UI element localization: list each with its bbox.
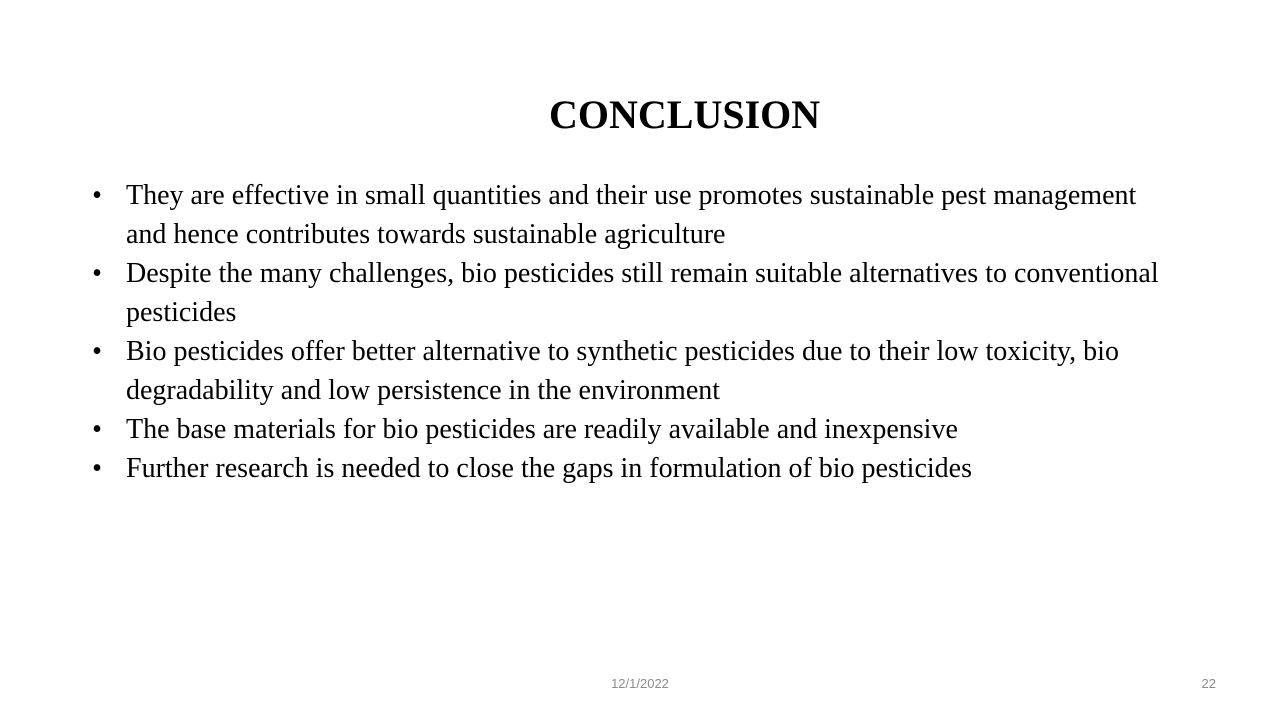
page-number: 22 (1201, 676, 1216, 691)
list-item (86, 176, 1166, 254)
bullet-icon: • (92, 414, 102, 445)
bullet-icon: • (92, 180, 102, 211)
bullet-text: The base materials for bio pesticides are readily available and inexpensive (126, 414, 958, 445)
bullet-text: Despite the many challenges, bio pesticides still remain suitable alternatives to conventional pesticides (126, 258, 1159, 328)
bullet-text: Bio pesticides offer better alternative to synthetic pesticides due to their low toxicity, bio degradability and low persistence in the environment (126, 336, 1119, 406)
bullet-icon: • (92, 453, 102, 484)
bullet-icon: • (92, 336, 102, 367)
bullet-icon: • (92, 258, 102, 289)
bullet-text: Further research is needed to close the gaps in formulation of bio pesticides (126, 453, 972, 484)
bullet-list (86, 176, 1166, 488)
footer-date: 12/1/2022 (611, 676, 669, 691)
bullet-text: They are effective in small quantities and their use promotes sustainable pest management and hence contributes towards sustainable agriculture (126, 180, 1137, 250)
list-item (86, 449, 1166, 488)
list-item (86, 332, 1166, 410)
list-item (86, 254, 1166, 332)
slide-title: CONCLUSION (549, 92, 821, 137)
list-item (86, 410, 1166, 449)
